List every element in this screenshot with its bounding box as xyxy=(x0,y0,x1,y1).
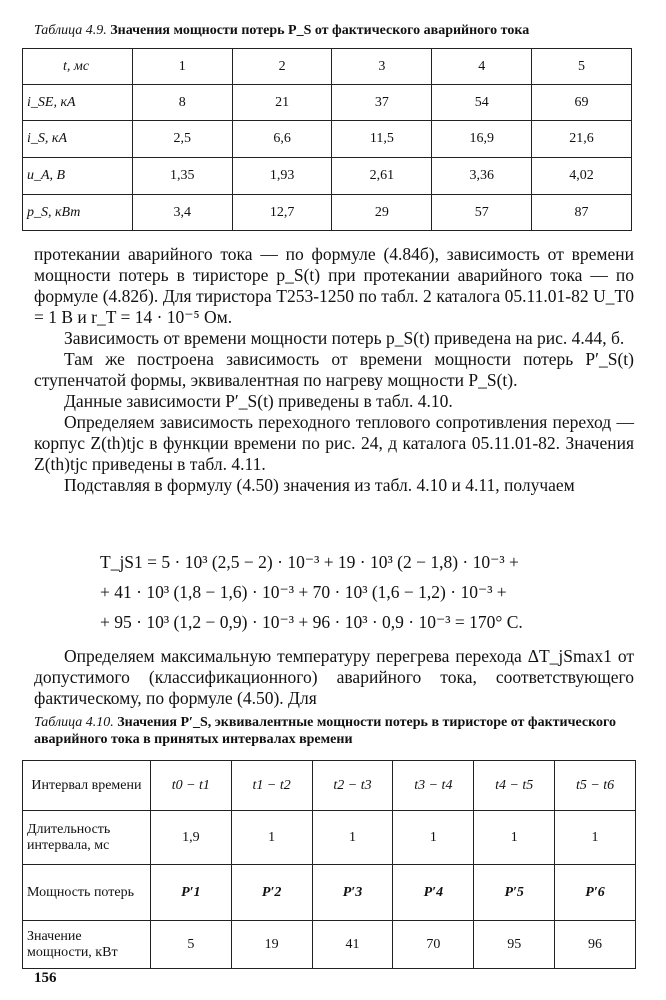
formula-line-1: T_jS1 = 5 · 10³ (2,5 − 2) · 10⁻³ + 19 · 10³ (2 − 1,8) · 10⁻³ + xyxy=(100,552,519,572)
table-cell: 1 xyxy=(474,811,555,865)
table-cell: P′3 xyxy=(312,865,393,921)
table-header-cell: t1 − t2 xyxy=(231,761,312,811)
table-cell: 6,6 xyxy=(232,121,332,158)
paragraph: Данные зависимости P′_S(t) приведены в табл. 4.10. xyxy=(64,391,453,411)
table-cell: 1,93 xyxy=(232,158,332,195)
page-number: 156 xyxy=(34,970,57,986)
table-cell: 37 xyxy=(332,85,432,121)
table-cell: 21 xyxy=(232,85,332,121)
paragraph: Зависимость от времени мощности потерь p_S(t) приведена на рис. 4.44, б. xyxy=(64,328,625,348)
table-cell: 1 xyxy=(231,811,312,865)
table-row-label: i_SE, кА xyxy=(23,85,133,121)
paragraph: Там же построена зависимость от времени мощности потерь P′_S(t) ступенчатой формы, эквивалентная по нагреву мощности P_S(t). xyxy=(34,349,634,390)
table-row xyxy=(23,158,632,195)
table-cell: P′6 xyxy=(555,865,636,921)
table-4-9-caption-prefix: Таблица 4.9. xyxy=(34,23,107,38)
table-cell: 1 xyxy=(312,811,393,865)
table-cell: P′1 xyxy=(150,865,231,921)
table-4-9-caption xyxy=(34,22,634,39)
table-4-10-caption-prefix: Таблица 4.10. xyxy=(34,715,114,730)
table-row-label: Длительность интервала, мс xyxy=(23,811,151,865)
table-cell: 8 xyxy=(132,85,232,121)
table-header-cell: t, мс xyxy=(23,49,133,85)
table-row xyxy=(23,865,636,921)
table-cell: 3,36 xyxy=(432,158,532,195)
table-cell: P′5 xyxy=(474,865,555,921)
table-cell: P′2 xyxy=(231,865,312,921)
table-4-10-caption xyxy=(34,714,634,748)
table-cell: 54 xyxy=(432,85,532,121)
table-row-label: Значение мощности, кВт xyxy=(23,921,151,969)
table-cell: 1 xyxy=(393,811,474,865)
body-text-2 xyxy=(34,646,634,709)
table-cell: 11,5 xyxy=(332,121,432,158)
table-header-cell: t4 − t5 xyxy=(474,761,555,811)
table-cell: 1 xyxy=(555,811,636,865)
table-cell: 57 xyxy=(432,195,532,231)
table-cell: 16,9 xyxy=(432,121,532,158)
table-cell: 1,35 xyxy=(132,158,232,195)
table-header-cell: t3 − t4 xyxy=(393,761,474,811)
table-row xyxy=(23,761,636,811)
table-4-10-caption-text: Значения P′_S, эквивалентные мощности потерь в тиристоре от фактического аварийного тока в принятых интервалах времени xyxy=(34,715,616,747)
table-cell: 2,5 xyxy=(132,121,232,158)
table-header-cell: t2 − t3 xyxy=(312,761,393,811)
table-header-cell: 5 xyxy=(532,49,632,85)
table-cell: 12,7 xyxy=(232,195,332,231)
table-row xyxy=(23,85,632,121)
table-cell: 19 xyxy=(231,921,312,969)
table-cell: P′4 xyxy=(393,865,474,921)
table-header-cell: 3 xyxy=(332,49,432,85)
table-4-10 xyxy=(22,760,636,969)
table-row-label: p_S, кВт xyxy=(23,195,133,231)
table-row-label: Мощность потерь xyxy=(23,865,151,921)
table-cell: 96 xyxy=(555,921,636,969)
table-cell: 1,9 xyxy=(150,811,231,865)
table-cell: 87 xyxy=(532,195,632,231)
table-4-9-caption-text: Значения мощности потерь P_S от фактического аварийного тока xyxy=(110,23,530,38)
table-cell: 3,4 xyxy=(132,195,232,231)
table-cell: 5 xyxy=(150,921,231,969)
table-row-label: i_S, кА xyxy=(23,121,133,158)
table-row-label: u_A, В xyxy=(23,158,133,195)
paragraph: Определяем максимальную температуру перегрева перехода ΔT_jSmax1 от допустимого (классификационного) аварийного тока, соответствующего фактическому, по формуле (4.50). Для xyxy=(34,646,634,708)
table-cell: 29 xyxy=(332,195,432,231)
table-row xyxy=(23,921,636,969)
table-cell: 41 xyxy=(312,921,393,969)
table-header-cell: 4 xyxy=(432,49,532,85)
table-cell: 21,6 xyxy=(532,121,632,158)
table-row xyxy=(23,195,632,231)
paragraph: Определяем зависимость переходного теплового сопротивления переход — корпус Z(th)tjc в функции времени по рис. 24, д каталога 05.11.01-82. Значения Z(th)tjc приведены в табл. 4.11. xyxy=(34,412,634,474)
table-cell: 95 xyxy=(474,921,555,969)
paragraph: Подставляя в формулу (4.50) значения из табл. 4.10 и 4.11, получаем xyxy=(64,475,575,495)
body-text xyxy=(34,244,634,496)
table-header-cell: t5 − t6 xyxy=(555,761,636,811)
table-row xyxy=(23,49,632,85)
table-cell: 69 xyxy=(532,85,632,121)
paragraph: протекании аварийного тока — по формуле (4.84б), зависимость от времени мощности потерь в тиристоре p_S(t) при протекании аварийного тока — по формуле (4.82б). Для тиристора Т253-1250 по табл. 2 каталога 05.11.01-82 U_T0 = 1 В и r_T = 14 · 10⁻⁵ Ом. xyxy=(34,244,634,327)
table-header-cell: t0 − t1 xyxy=(150,761,231,811)
table-row xyxy=(23,121,632,158)
table-row xyxy=(23,811,636,865)
table-header-cell: Интервал времени xyxy=(23,761,151,811)
table-header-cell: 2 xyxy=(232,49,332,85)
table-cell: 2,61 xyxy=(332,158,432,195)
formula-line-2: + 41 · 10³ (1,8 − 1,6) · 10⁻³ + 70 · 10³ (1,6 − 1,2) · 10⁻³ + xyxy=(100,582,507,602)
formula-line-3: + 95 · 10³ (1,2 − 0,9) · 10⁻³ + 96 · 10³ · 0,9 · 10⁻³ = 170° C. xyxy=(100,612,523,632)
table-header-cell: 1 xyxy=(132,49,232,85)
table-4-9 xyxy=(22,48,632,231)
table-cell: 70 xyxy=(393,921,474,969)
table-cell: 4,02 xyxy=(532,158,632,195)
